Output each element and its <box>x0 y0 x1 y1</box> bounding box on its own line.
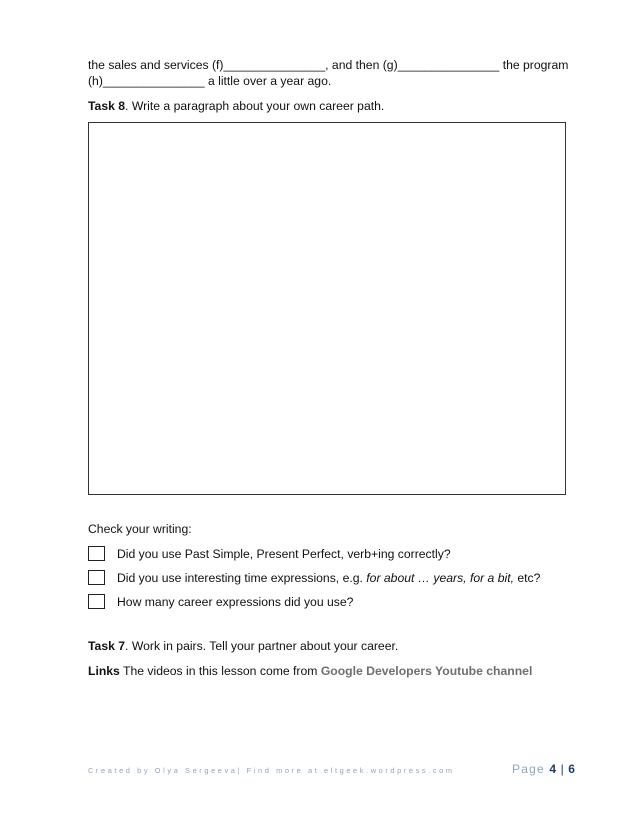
checklist-item <box>88 545 451 562</box>
exercise-line-2: (h)_______________ a little over a year ago. <box>88 74 332 88</box>
links-line <box>88 664 532 679</box>
task-7-label: Task 7 <box>88 639 126 653</box>
task-7-instruction <box>88 639 398 654</box>
writing-area[interactable] <box>88 122 566 495</box>
checklist-item-text: Did you use Past Simple, Present Perfect, verb+ing correctly? <box>117 546 451 561</box>
checkbox[interactable] <box>88 546 105 561</box>
checklist-item-text-italic: for about … years, for a bit, <box>366 570 514 585</box>
page-word: Page <box>512 762 545 776</box>
page-separator: | <box>560 762 564 776</box>
task-8-text: . Write a paragraph about your own career path. <box>125 99 385 113</box>
checklist-item-text-after: etc? <box>513 570 541 585</box>
checklist-item-text: How many career expressions did you use? <box>117 594 354 609</box>
links-label: Links <box>88 664 120 678</box>
page-number <box>512 762 575 776</box>
current-page: 4 <box>549 762 557 776</box>
youtube-channel-link[interactable]: Google Developers Youtube channel <box>320 664 533 678</box>
task-8-instruction <box>88 99 384 114</box>
checkbox[interactable] <box>88 570 105 585</box>
checklist-item-text <box>117 571 540 585</box>
exercise-line-1: the sales and services (f)_______________, and then (g)_______________ the program <box>88 58 569 72</box>
total-pages: 6 <box>568 762 575 776</box>
footer-credit: Created by Olya Sergeeva| Find more at eltgeek.wordpress.com <box>88 766 455 775</box>
checklist-item <box>88 569 540 586</box>
task-8-label: Task 8 <box>88 99 126 113</box>
links-text: The videos in this lesson come from <box>119 664 321 678</box>
checkbox[interactable] <box>88 594 105 609</box>
checklist-item <box>88 593 353 610</box>
checklist-heading: Check your writing: <box>88 522 192 536</box>
checklist-item-text-before: Did you use interesting time expressions, e.g. <box>117 570 367 585</box>
task-7-text: . Work in pairs. Tell your partner about your career. <box>125 639 399 653</box>
